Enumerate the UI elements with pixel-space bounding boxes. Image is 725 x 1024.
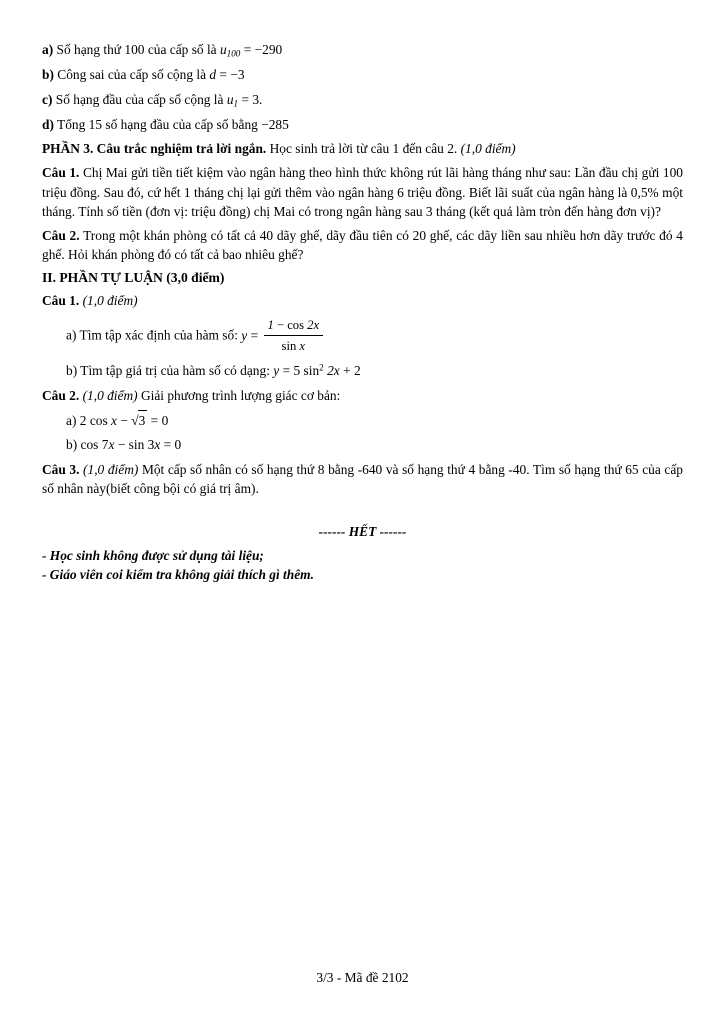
part2-q1-a-label: a) xyxy=(66,327,77,343)
answer-label-d: d) xyxy=(42,116,54,132)
note-line-1: - Học sinh không được sử dụng tài liệu; xyxy=(42,548,264,564)
answer-item-c xyxy=(42,90,683,110)
part2-q2-points: (1,0 điểm) xyxy=(79,387,138,403)
part2-q3-line xyxy=(42,460,683,499)
part2-q1-b-text: Tìm tập giá trị của hàm số có dạng: xyxy=(77,363,274,379)
answer-label-b: b) xyxy=(42,67,54,83)
part2-q2-b-math: cos 7x − sin 3x = 0 xyxy=(80,437,182,453)
answer-math-d: −285 xyxy=(261,116,289,132)
part2-q3-label: Câu 3. xyxy=(42,461,80,477)
part2-q3-points: (1,0 điểm) xyxy=(79,461,139,477)
part2-q2-label: Câu 2. xyxy=(42,387,80,403)
part3-instruction: Học sinh trả lời từ câu 1 đến câu 2. xyxy=(266,141,461,156)
answer-text-b: Công sai của cấp số cộng là xyxy=(57,67,210,83)
part2-q1-a-text: Tìm tập xác định của hàm số: xyxy=(76,327,242,343)
part3-heading-line xyxy=(42,139,683,158)
part2-q3-text: Một cấp số nhân có số hạng thứ 8 bằng -640 và số hạng thứ 4 bằng -40. Tìm số hạng thứ 65 của cấp số nhân này(biết công bội có giá trị âm). xyxy=(42,461,683,496)
part3-q2-text: Trong một khán phòng có tất cả 40 dãy ghế, dãy đầu tiên có 20 ghế, các dãy liền sau nhiều hơn dãy trước đó 4 ghế. Hỏi khán phòng đó có tất cả bao nhiêu ghế? xyxy=(42,228,683,263)
part3-points: (1,0 điểm) xyxy=(460,141,516,156)
end-marker: ------ HẾT ------ xyxy=(318,524,407,540)
answer-text-c: Số hạng đầu của cấp số cộng là xyxy=(55,91,227,107)
part2-q2-line xyxy=(42,386,683,405)
part3-question-1 xyxy=(42,163,683,221)
answer-math-a: $u_{100} = -290$ xyxy=(219,42,283,59)
answer-text-a: Số hạng thứ 100 của cấp số là xyxy=(56,42,220,57)
part2-q2-a-math: 2 cos x − √3 = 0 xyxy=(80,413,169,428)
part2-q1-points: (1,0 điểm) xyxy=(79,292,138,308)
part3-heading: PHẦN 3. Câu trắc nghiệm trả lời ngắn. xyxy=(42,141,267,156)
part2-q2-a-label: a) xyxy=(66,412,77,428)
part2-heading: II. PHẦN TỰ LUẬN (3,0 điểm) xyxy=(42,269,225,285)
page-footer: 3/3 - Mã đề 2102 xyxy=(316,970,409,985)
part2-q1-b-label: b) xyxy=(66,363,78,379)
note-line-2: - Giáo viên coi kiểm tra không giải thích gì thêm. xyxy=(42,567,314,583)
answer-math-c: $u_1 = 3$. xyxy=(226,91,263,109)
part2-q2-item-a xyxy=(42,410,683,430)
answer-text-d: Tổng 15 số hạng đầu của cấp số bằng xyxy=(57,116,262,132)
answer-item-d xyxy=(42,115,683,134)
part2-q1-item-a xyxy=(42,317,683,356)
part2-q1-item-b xyxy=(42,361,683,380)
part2-q2-item-b xyxy=(42,435,683,454)
part3-q2-label: Câu 2. xyxy=(42,228,80,244)
part2-q1-b-math: y = 5 $\sin^2 2x + 2$ xyxy=(273,362,361,379)
part2-q1-a-math: y = $\frac{1 - \cos 2x}{\text{sin x}}$ xyxy=(241,328,325,343)
part3-q1-label: Câu 1. xyxy=(42,165,80,181)
answer-item-b xyxy=(42,65,683,84)
part3-q1-text: Chị Mai gửi tiền tiết kiệm vào ngân hàng theo hình thức không rút lãi hàng tháng như sau: Lần đầu chị gửi 100 triệu đồng. Sau đó, cứ hết 1 tháng chị lại gửi thêm vào ngân hàng 6 triệu đồng. Biết lãi suất của ngân hàng là 0,5% một tháng. Tính số tiền (đơn vị: triệu đồng) chị Mai có trong ngân hàng sau 3 tháng (kết quả làm tròn đến hàng đơn vị)? xyxy=(42,165,683,219)
part2-q2-text: Giải phương trình lượng giác cơ bản: xyxy=(137,387,341,403)
answer-math-b: d = −3 xyxy=(209,67,245,83)
part2-q2-b-label: b) xyxy=(66,437,78,453)
answer-label-a: a) xyxy=(42,42,54,57)
part2-q1-label: Câu 1. xyxy=(42,292,80,308)
part2-q1-line xyxy=(42,291,683,310)
answer-label-c: c) xyxy=(42,91,53,107)
part3-question-2 xyxy=(42,226,683,265)
answer-item-a xyxy=(42,40,683,60)
